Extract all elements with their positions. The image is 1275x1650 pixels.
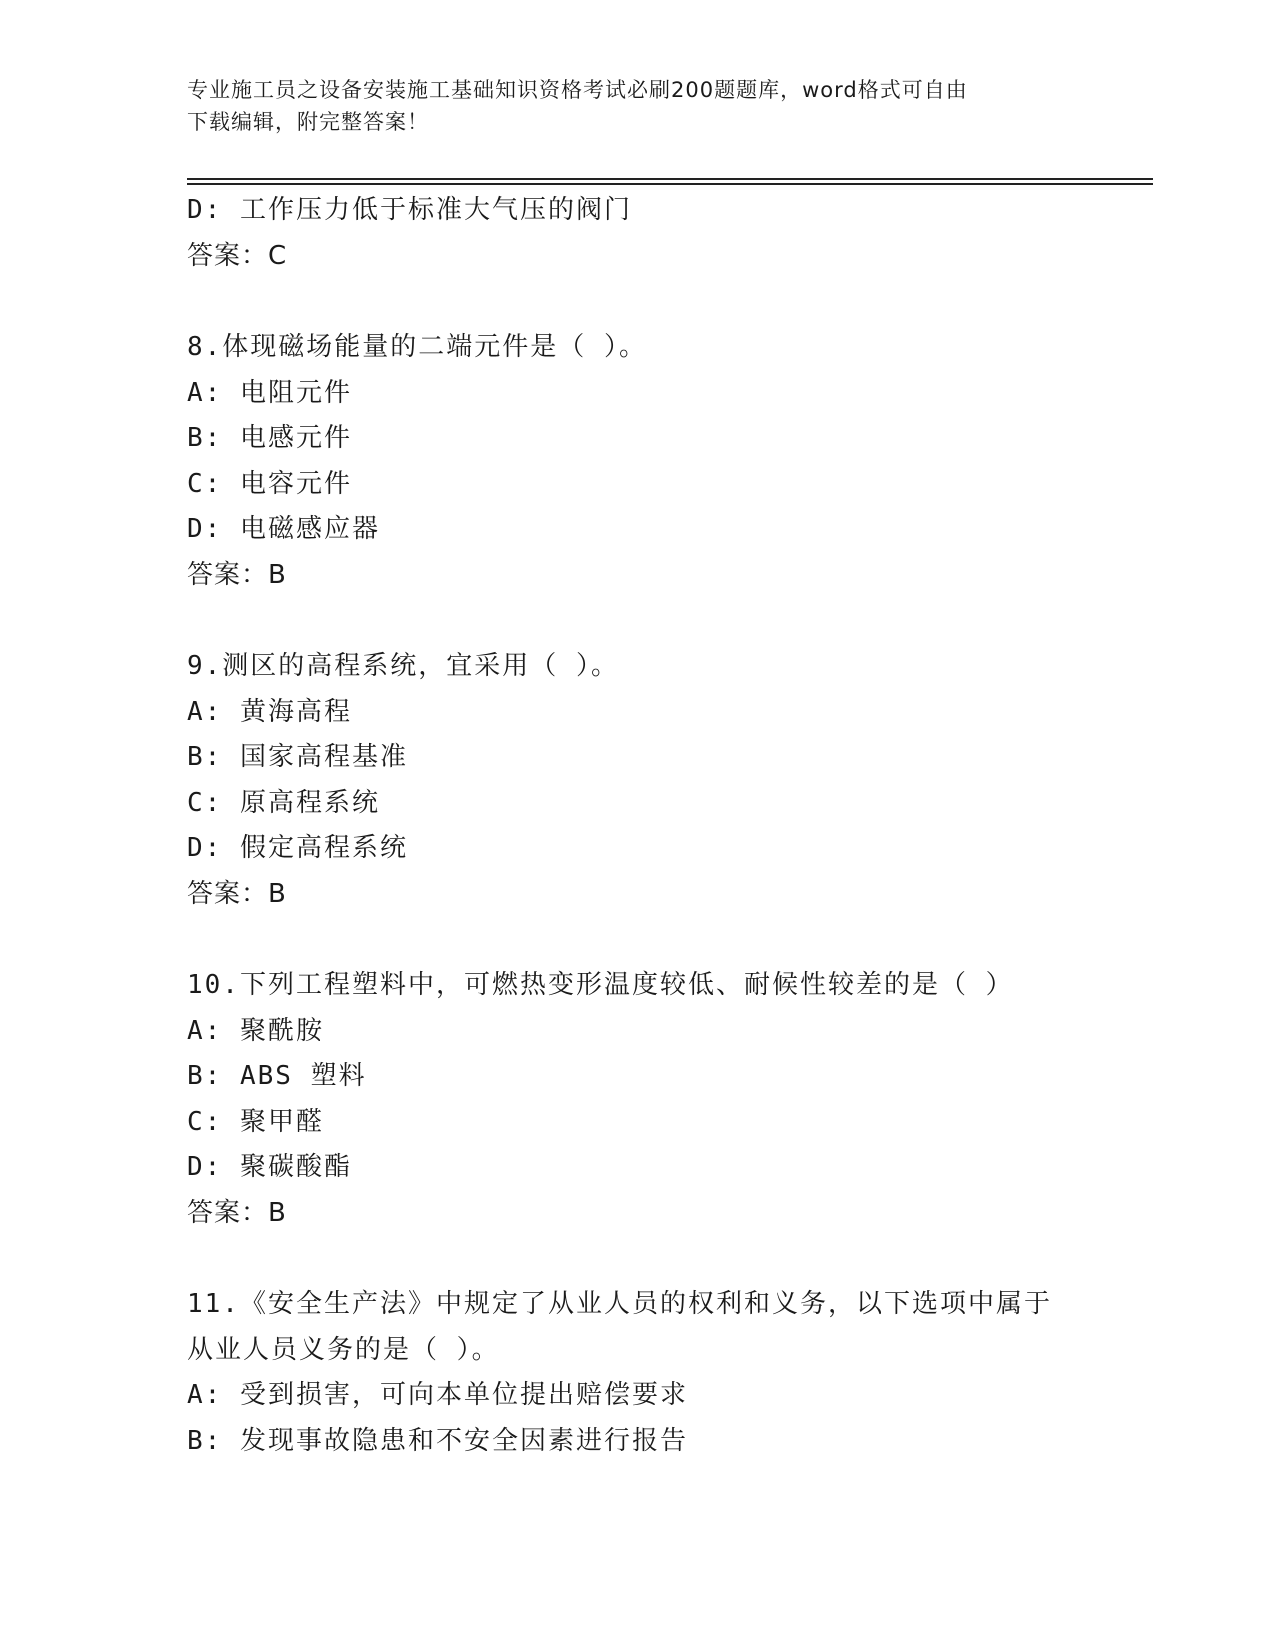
option-d: D: 工作压力低于标准大气压的阀门: [187, 195, 632, 225]
option-a: A: 聚酰胺: [187, 1015, 324, 1046]
option-b: B: ABS 塑料: [187, 1061, 367, 1091]
header-title-line-2: 下载编辑，附完整答案！: [187, 110, 429, 134]
option-d: D: 聚碳酸酯: [187, 1152, 352, 1182]
header-divider-bottom: [187, 183, 1153, 185]
question-block-10: [187, 963, 1147, 1236]
question-stem: 9.测区的高程系统，宜采用（ ）。: [187, 651, 619, 681]
spacer: [187, 917, 1147, 963]
question-block-9: [187, 644, 1147, 917]
option-b: B: 国家高程基准: [187, 742, 408, 772]
answer-line: 答案：B: [187, 1197, 287, 1228]
option-a: A: 黄海高程: [187, 696, 352, 727]
question-stem: 8.体现磁场能量的二端元件是（ ）。: [187, 332, 647, 362]
spacer: [187, 598, 1147, 644]
option-a: A: 电阻元件: [187, 377, 352, 408]
answer-line: 答案：C: [187, 240, 288, 271]
question-block-7-fragment: [187, 188, 1147, 279]
option-d: D: 电磁感应器: [187, 514, 380, 544]
option-c: C: 电容元件: [187, 468, 352, 499]
header-title-line-1: 专业施工员之设备安装施工基础知识资格考试必刷200题题库，word格式可自由: [187, 78, 968, 102]
question-stem-line-2: 从业人员义务的是（ ）。: [187, 1334, 500, 1365]
question-content: [187, 188, 1147, 1464]
option-d: D: 假定高程系统: [187, 833, 408, 863]
answer-line: 答案：B: [187, 878, 287, 909]
question-block-11: [187, 1282, 1147, 1464]
header-divider-top: [187, 178, 1153, 180]
question-block-8: [187, 325, 1147, 598]
option-b: B: 电感元件: [187, 423, 352, 453]
answer-line: 答案：B: [187, 559, 287, 590]
question-stem: 10.下列工程塑料中，可燃热变形温度较低、耐候性较差的是（ ）: [187, 970, 1014, 1000]
option-a: A: 受到损害，可向本单位提出赔偿要求: [187, 1380, 688, 1410]
spacer: [187, 1236, 1147, 1282]
spacer: [187, 279, 1147, 325]
question-stem-line-1: 11.《安全生产法》中规定了从业人员的权利和义务，以下选项中属于: [187, 1289, 1052, 1319]
document-header: [187, 74, 1067, 138]
option-c: C: 聚甲醛: [187, 1106, 324, 1137]
option-c: C: 原高程系统: [187, 787, 380, 818]
option-b: B: 发现事故隐患和不安全因素进行报告: [187, 1425, 688, 1456]
